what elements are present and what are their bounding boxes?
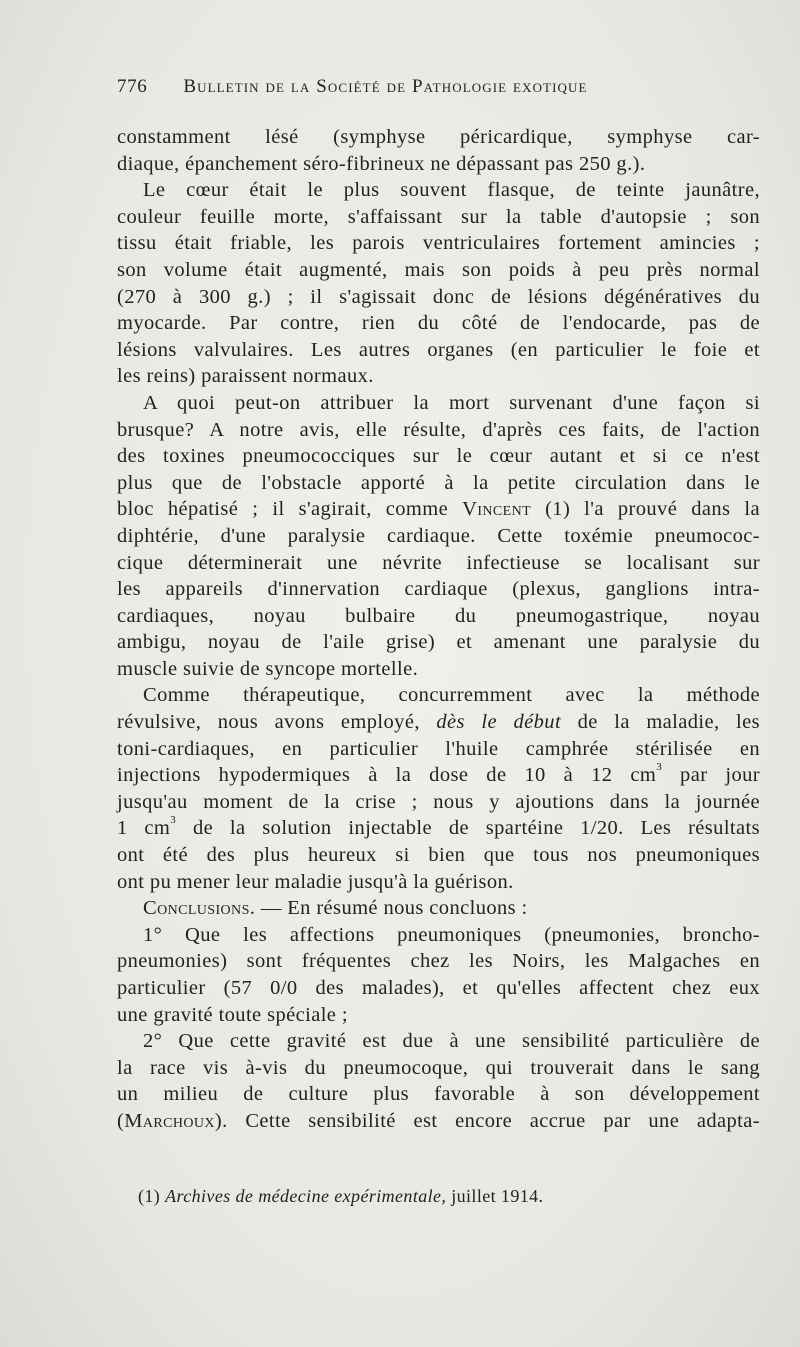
section-heading: Conclusions. <box>143 897 256 920</box>
footnote-date: juillet 1914. <box>451 1186 544 1206</box>
text-line: ont pu mener leur maladie jusqu'à la guérison. <box>117 870 514 893</box>
text-line <box>117 709 760 736</box>
text-line <box>117 496 760 523</box>
author-name: Vincent <box>462 498 532 521</box>
line-segment: par jour <box>680 764 760 787</box>
text-line: ambigu, noyau de l'aile grise) et amenant une paralysie du <box>117 631 760 654</box>
text-line <box>117 895 760 922</box>
text-line: couleur feuille morte, s'affaissant sur la table d'autopsie ; son <box>117 205 760 228</box>
text-line: les appareils d'innervation cardiaque (plexus, ganglions intra- <box>117 578 760 601</box>
line-segment: de la maladie, les <box>577 711 761 734</box>
text-line: diphtérie, d'une paralysie cardiaque. Cette toxémie pneumococ- <box>117 524 760 547</box>
text-line: myocarde. Par contre, rien du côté de l'endocarde, pas de <box>117 312 760 335</box>
line-segment: ( <box>117 1109 125 1132</box>
line-segment: injections hypodermiques à la dose de 10 à 12 cm <box>117 764 657 787</box>
text-line: 1° Que les affections pneumoniques (pneumonies, broncho- <box>143 923 760 946</box>
text-line: des toxines pneumococciques sur le cœur autant et si ce n'est <box>117 445 760 468</box>
text-line: Comme thérapeutique, concurremment avec la méthode <box>143 684 760 707</box>
superscript: 3 <box>656 761 663 774</box>
page-header <box>117 76 672 106</box>
text-line: lésions valvulaires. Les autres organes (en particulier le foie et <box>117 338 760 361</box>
text-line <box>117 762 760 789</box>
line-segment: de la solution injectable de spartéine 1/20. Les résultats <box>192 817 760 840</box>
footnote-marker: (1) <box>138 1186 161 1206</box>
line-segment: révulsive, nous avons employé, <box>117 711 420 734</box>
text-line: toni-cardiaques, en particulier l'huile camphrée stérilisée en <box>117 737 760 760</box>
line-segment: 1 cm <box>117 817 171 840</box>
italic-phrase: dès le début <box>436 711 562 734</box>
text-line: cique déterminerait une névrite infectieuse se localisant sur <box>117 551 760 574</box>
text-line: muscle suivie de syncope mortelle. <box>117 657 419 680</box>
line-segment: (1) l'a prouvé dans la <box>545 498 760 521</box>
page-number: 776 <box>117 76 148 97</box>
footnote <box>138 1186 638 1207</box>
text-line: tissu était friable, les parois ventriculaires fortement amincies ; <box>117 232 760 255</box>
text-line: la race vis à-vis du pneumocoque, qui trouverait dans le sang <box>117 1056 760 1079</box>
text-line: particulier (57 0/0 des malades), et qu'elles affectent chez eux <box>117 977 760 999</box>
text-line: jusqu'au moment de la crise ; nous y ajoutions dans la journée <box>117 790 760 813</box>
line-segment: bloc hépatisé ; il s'agirait, comme <box>117 498 449 521</box>
text-line: pneumonies) sont fréquentes chez les Noirs, les Malgaches en <box>117 950 760 973</box>
text-line <box>117 815 760 842</box>
text-line: diaque, épanchement séro-fibrineux ne dépassant pas 250 g.). <box>117 152 646 175</box>
line-segment: ). Cette sensibilité est encore accrue par une adapta- <box>214 1109 760 1132</box>
text-line: brusque? A notre avis, elle résulte, d'après ces faits, de l'action <box>117 418 760 441</box>
text-line: les reins) paraissent normaux. <box>117 365 374 388</box>
text-line: (270 à 300 g.) ; il s'agissait donc de lésions dégénératives du <box>117 285 760 308</box>
text-line: son volume était augmenté, mais son poids à peu près normal <box>117 258 760 281</box>
text-line: A quoi peut-on attribuer la mort survenant d'une façon si <box>143 391 760 414</box>
running-head: Bulletin de la Société de Pathologie exotique <box>183 76 588 97</box>
text-line: cardiaques, noyau bulbaire du pneumogastrique, noyau <box>117 604 760 627</box>
text-line: une gravité toute spéciale ; <box>117 1003 348 1026</box>
footnote-journal-title: Archives de médecine expérimentale, <box>165 1186 447 1206</box>
text-line: plus que de l'obstacle apporté à la petite circulation dans le <box>117 471 760 494</box>
text-line: ont été des plus heureux si bien que tous nos pneumoniques <box>117 844 760 867</box>
text-line: Le cœur était le plus souvent flasque, de teinte jaunâtre, <box>143 179 760 202</box>
text-line: un milieu de culture plus favorable à son développement <box>117 1083 760 1106</box>
text-line: constamment lésé (symphyse péricardique, symphyse car- <box>117 126 760 148</box>
superscript: 3 <box>170 814 177 827</box>
text-line <box>117 1108 760 1135</box>
line-segment: — En résumé nous concluons : <box>260 897 528 920</box>
body-text <box>117 124 760 1135</box>
text-line: 2° Que cette gravité est due à une sensibilité particulière de <box>143 1030 760 1053</box>
author-name: Marchoux <box>124 1109 215 1132</box>
